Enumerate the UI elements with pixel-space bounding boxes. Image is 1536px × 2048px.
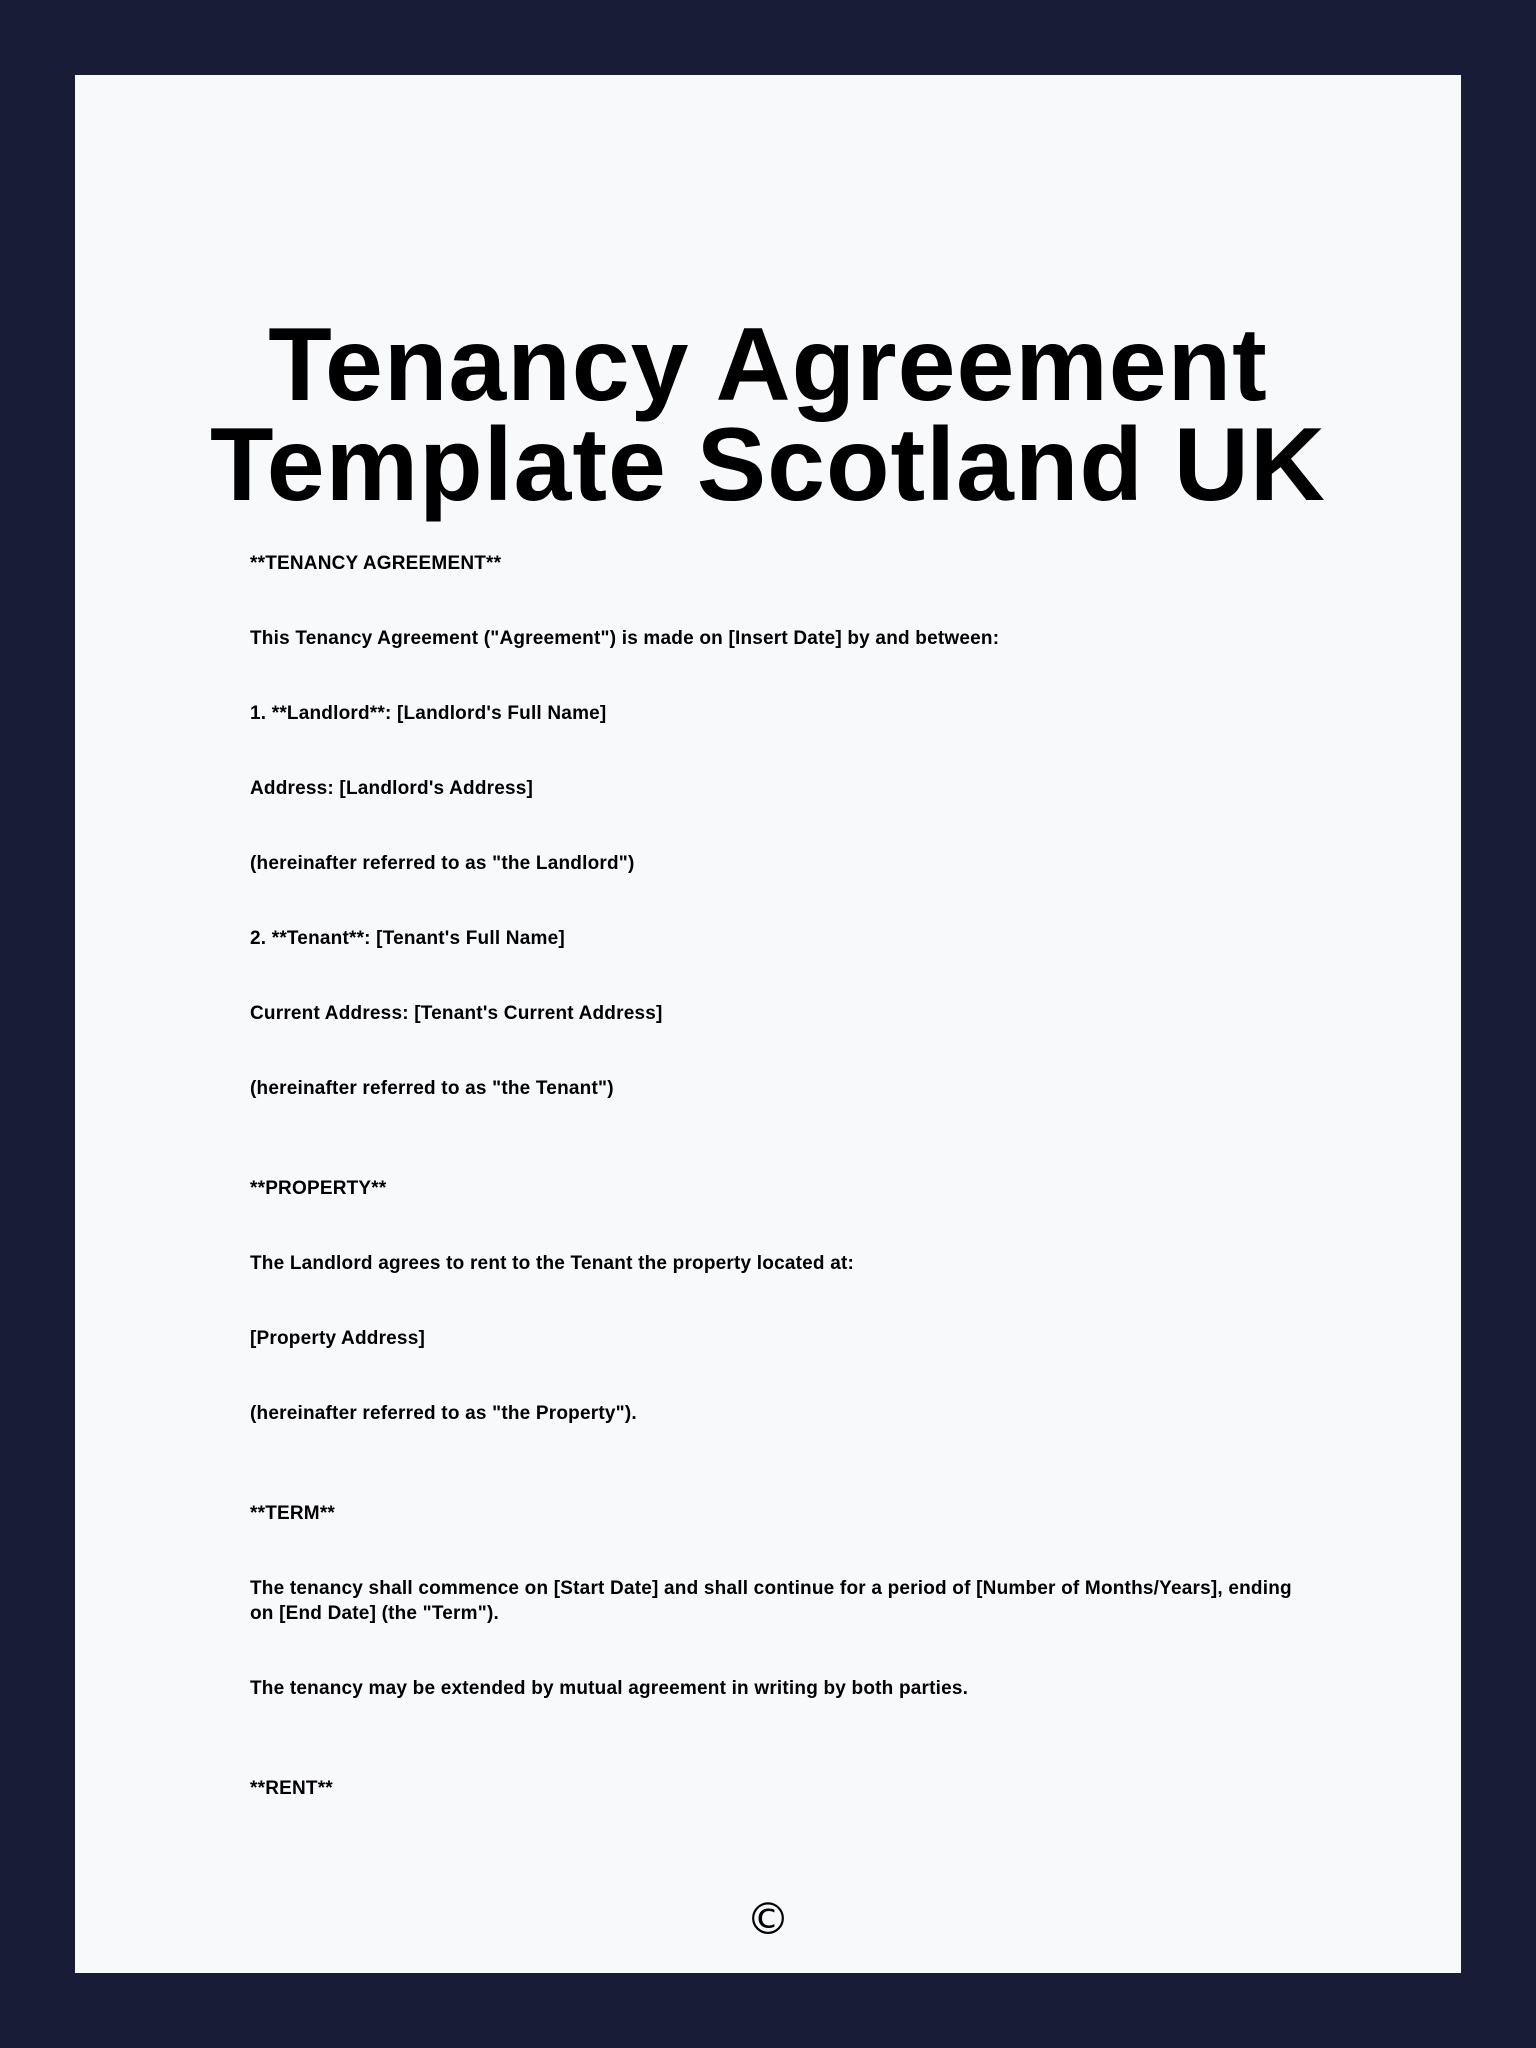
- intro-paragraph: This Tenancy Agreement ("Agreement") is made on [Insert Date] by and between:: [250, 628, 1000, 649]
- heading-tenancy-agreement: **TENANCY AGREEMENT**: [250, 553, 502, 574]
- landlord-reference-line: (hereinafter referred to as "the Landlord"): [250, 853, 635, 874]
- title-line-2: Template Scotland UK: [209, 407, 1326, 523]
- term-paragraph: The tenancy shall commence on [Start Date] and shall continue for a period of [Number of Months/Years], ending on [End Date] (the "Term").: [250, 1578, 1292, 1624]
- heading-term: **TERM**: [250, 1503, 336, 1524]
- tenant-reference-line: (hereinafter referred to as "the Tenant"): [250, 1078, 614, 1099]
- landlord-name-line: 1. **Landlord**: [Landlord's Full Name]: [250, 703, 607, 724]
- property-intro-line: The Landlord agrees to rent to the Tenant the property located at:: [250, 1253, 855, 1274]
- landlord-address-line: Address: [Landlord's Address]: [250, 778, 534, 799]
- property-address-line: [Property Address]: [250, 1328, 425, 1349]
- term-extension-paragraph: The tenancy may be extended by mutual agreement in writing by both parties.: [250, 1678, 969, 1699]
- title-line-1: Tenancy Agreement: [268, 307, 1268, 423]
- tenant-address-line: Current Address: [Tenant's Current Address]: [250, 1003, 663, 1024]
- tenant-name-line: 2. **Tenant**: [Tenant's Full Name]: [250, 928, 565, 949]
- document-title: [75, 307, 1461, 523]
- heading-rent: **RENT**: [250, 1778, 333, 1799]
- document-body: [250, 551, 1310, 1801]
- copyright-icon: ©: [746, 1894, 790, 1945]
- heading-property: **PROPERTY**: [250, 1178, 387, 1199]
- document-page: [75, 75, 1461, 1973]
- property-reference-line: (hereinafter referred to as "the Property").: [250, 1403, 637, 1424]
